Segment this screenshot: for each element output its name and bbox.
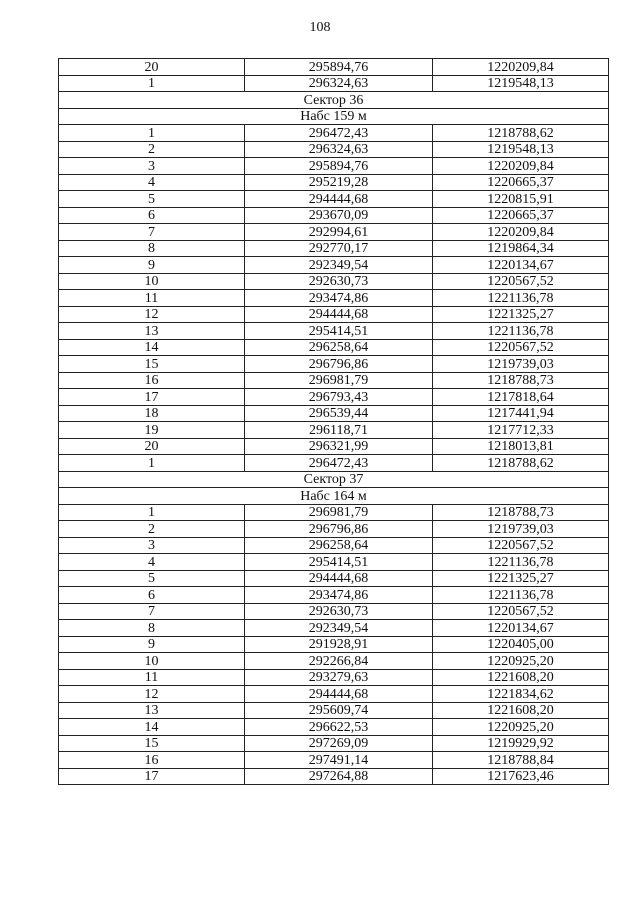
table-row xyxy=(59,158,609,175)
point-number-cell: 14 xyxy=(59,719,245,736)
y-coordinate-cell: 1219548,13 xyxy=(433,75,609,92)
point-number-cell: 9 xyxy=(59,257,245,274)
table-row xyxy=(59,174,609,191)
y-coordinate-cell: 1221136,78 xyxy=(433,290,609,307)
x-coordinate-cell: 296793,43 xyxy=(245,389,433,406)
point-number-cell: 17 xyxy=(59,768,245,785)
x-coordinate-cell: 295894,76 xyxy=(245,158,433,175)
y-coordinate-cell: 1219929,92 xyxy=(433,735,609,752)
x-coordinate-cell: 292349,54 xyxy=(245,257,433,274)
point-number-cell: 1 xyxy=(59,455,245,472)
table-row xyxy=(59,653,609,670)
table-row xyxy=(59,587,609,604)
x-coordinate-cell: 296118,71 xyxy=(245,422,433,439)
point-number-cell: 7 xyxy=(59,603,245,620)
point-number-cell: 16 xyxy=(59,372,245,389)
point-number-cell: 15 xyxy=(59,356,245,373)
coordinates-table xyxy=(58,58,609,785)
x-coordinate-cell: 293474,86 xyxy=(245,587,433,604)
y-coordinate-cell: 1220134,67 xyxy=(433,620,609,637)
x-coordinate-cell: 296321,99 xyxy=(245,438,433,455)
table-row xyxy=(59,719,609,736)
x-coordinate-cell: 294444,68 xyxy=(245,306,433,323)
point-number-cell: 11 xyxy=(59,669,245,686)
point-number-cell: 17 xyxy=(59,389,245,406)
table-row xyxy=(59,554,609,571)
y-coordinate-cell: 1220567,52 xyxy=(433,603,609,620)
x-coordinate-cell: 292770,17 xyxy=(245,240,433,257)
y-coordinate-cell: 1220209,84 xyxy=(433,224,609,241)
point-number-cell: 11 xyxy=(59,290,245,307)
section-header: Сектор 36 xyxy=(59,92,609,109)
point-number-cell: 18 xyxy=(59,405,245,422)
page-number: 108 xyxy=(309,20,331,35)
x-coordinate-cell: 294444,68 xyxy=(245,191,433,208)
table-row xyxy=(59,570,609,587)
table-row xyxy=(59,422,609,439)
point-number-cell: 9 xyxy=(59,636,245,653)
y-coordinate-cell: 1221608,20 xyxy=(433,702,609,719)
table-row xyxy=(59,752,609,769)
point-number-cell: 1 xyxy=(59,75,245,92)
point-number-cell: 14 xyxy=(59,339,245,356)
y-coordinate-cell: 1219739,03 xyxy=(433,521,609,538)
table-row xyxy=(59,224,609,241)
table-row xyxy=(59,537,609,554)
y-coordinate-cell: 1221136,78 xyxy=(433,554,609,571)
y-coordinate-cell: 1220405,00 xyxy=(433,636,609,653)
y-coordinate-cell: 1219548,13 xyxy=(433,141,609,158)
x-coordinate-cell: 297269,09 xyxy=(245,735,433,752)
table-row xyxy=(59,735,609,752)
y-coordinate-cell: 1218013,81 xyxy=(433,438,609,455)
x-coordinate-cell: 295609,74 xyxy=(245,702,433,719)
table-row xyxy=(59,768,609,785)
x-coordinate-cell: 292630,73 xyxy=(245,603,433,620)
x-coordinate-cell: 296981,79 xyxy=(245,372,433,389)
table-row xyxy=(59,438,609,455)
section-header-row xyxy=(59,471,609,488)
table-row xyxy=(59,686,609,703)
table-row xyxy=(59,521,609,538)
table-row xyxy=(59,257,609,274)
table-row xyxy=(59,603,609,620)
y-coordinate-cell: 1220665,37 xyxy=(433,207,609,224)
table-row xyxy=(59,141,609,158)
x-coordinate-cell: 296324,63 xyxy=(245,141,433,158)
table-row xyxy=(59,389,609,406)
x-coordinate-cell: 296258,64 xyxy=(245,537,433,554)
table-row xyxy=(59,59,609,76)
y-coordinate-cell: 1221325,27 xyxy=(433,306,609,323)
point-number-cell: 6 xyxy=(59,207,245,224)
table-row xyxy=(59,207,609,224)
y-coordinate-cell: 1220925,20 xyxy=(433,719,609,736)
x-coordinate-cell: 296622,53 xyxy=(245,719,433,736)
x-coordinate-cell: 296472,43 xyxy=(245,125,433,142)
x-coordinate-cell: 297491,14 xyxy=(245,752,433,769)
table-row xyxy=(59,356,609,373)
point-number-cell: 1 xyxy=(59,504,245,521)
section-header-row xyxy=(59,92,609,109)
y-coordinate-cell: 1219864,34 xyxy=(433,240,609,257)
table-row xyxy=(59,323,609,340)
x-coordinate-cell: 296258,64 xyxy=(245,339,433,356)
x-coordinate-cell: 292349,54 xyxy=(245,620,433,637)
x-coordinate-cell: 295414,51 xyxy=(245,554,433,571)
section-header-row xyxy=(59,108,609,125)
y-coordinate-cell: 1217441,94 xyxy=(433,405,609,422)
x-coordinate-cell: 295219,28 xyxy=(245,174,433,191)
point-number-cell: 13 xyxy=(59,702,245,719)
y-coordinate-cell: 1220815,91 xyxy=(433,191,609,208)
y-coordinate-cell: 1220209,84 xyxy=(433,158,609,175)
section-header: Сектор 37 xyxy=(59,471,609,488)
point-number-cell: 5 xyxy=(59,191,245,208)
point-number-cell: 4 xyxy=(59,174,245,191)
y-coordinate-cell: 1220665,37 xyxy=(433,174,609,191)
y-coordinate-cell: 1220925,20 xyxy=(433,653,609,670)
table-row xyxy=(59,504,609,521)
y-coordinate-cell: 1220209,84 xyxy=(433,59,609,76)
y-coordinate-cell: 1220567,52 xyxy=(433,273,609,290)
x-coordinate-cell: 292630,73 xyxy=(245,273,433,290)
x-coordinate-cell: 293670,09 xyxy=(245,207,433,224)
x-coordinate-cell: 295894,76 xyxy=(245,59,433,76)
y-coordinate-cell: 1219739,03 xyxy=(433,356,609,373)
point-number-cell: 16 xyxy=(59,752,245,769)
x-coordinate-cell: 296796,86 xyxy=(245,521,433,538)
y-coordinate-cell: 1218788,62 xyxy=(433,125,609,142)
x-coordinate-cell: 292994,61 xyxy=(245,224,433,241)
x-coordinate-cell: 292266,84 xyxy=(245,653,433,670)
table-row xyxy=(59,273,609,290)
point-number-cell: 2 xyxy=(59,521,245,538)
y-coordinate-cell: 1221325,27 xyxy=(433,570,609,587)
point-number-cell: 3 xyxy=(59,158,245,175)
x-coordinate-cell: 296472,43 xyxy=(245,455,433,472)
y-coordinate-cell: 1218788,73 xyxy=(433,504,609,521)
y-coordinate-cell: 1218788,73 xyxy=(433,372,609,389)
y-coordinate-cell: 1221608,20 xyxy=(433,669,609,686)
x-coordinate-cell: 297264,88 xyxy=(245,768,433,785)
point-number-cell: 19 xyxy=(59,422,245,439)
table-row xyxy=(59,620,609,637)
x-coordinate-cell: 294444,68 xyxy=(245,686,433,703)
table-row xyxy=(59,290,609,307)
y-coordinate-cell: 1220567,52 xyxy=(433,537,609,554)
point-number-cell: 20 xyxy=(59,438,245,455)
x-coordinate-cell: 296981,79 xyxy=(245,504,433,521)
x-coordinate-cell: 293279,63 xyxy=(245,669,433,686)
point-number-cell: 6 xyxy=(59,587,245,604)
table-row xyxy=(59,306,609,323)
table-row xyxy=(59,669,609,686)
x-coordinate-cell: 294444,68 xyxy=(245,570,433,587)
x-coordinate-cell: 293474,86 xyxy=(245,290,433,307)
y-coordinate-cell: 1221834,62 xyxy=(433,686,609,703)
x-coordinate-cell: 295414,51 xyxy=(245,323,433,340)
table-row xyxy=(59,372,609,389)
y-coordinate-cell: 1217623,46 xyxy=(433,768,609,785)
table-row xyxy=(59,339,609,356)
point-number-cell: 12 xyxy=(59,306,245,323)
y-coordinate-cell: 1218788,62 xyxy=(433,455,609,472)
x-coordinate-cell: 296324,63 xyxy=(245,75,433,92)
point-number-cell: 7 xyxy=(59,224,245,241)
point-number-cell: 3 xyxy=(59,537,245,554)
point-number-cell: 10 xyxy=(59,273,245,290)
point-number-cell: 5 xyxy=(59,570,245,587)
coordinates-table-body xyxy=(59,59,609,785)
table-row xyxy=(59,636,609,653)
table-row xyxy=(59,240,609,257)
y-coordinate-cell: 1220134,67 xyxy=(433,257,609,274)
point-number-cell: 2 xyxy=(59,141,245,158)
section-header-row xyxy=(59,488,609,505)
table-row xyxy=(59,191,609,208)
x-coordinate-cell: 296796,86 xyxy=(245,356,433,373)
point-number-cell: 20 xyxy=(59,59,245,76)
point-number-cell: 8 xyxy=(59,620,245,637)
y-coordinate-cell: 1221136,78 xyxy=(433,323,609,340)
x-coordinate-cell: 291928,91 xyxy=(245,636,433,653)
table-row xyxy=(59,125,609,142)
point-number-cell: 13 xyxy=(59,323,245,340)
table-row xyxy=(59,455,609,472)
point-number-cell: 10 xyxy=(59,653,245,670)
y-coordinate-cell: 1220567,52 xyxy=(433,339,609,356)
table-row xyxy=(59,75,609,92)
y-coordinate-cell: 1217712,33 xyxy=(433,422,609,439)
y-coordinate-cell: 1217818,64 xyxy=(433,389,609,406)
x-coordinate-cell: 296539,44 xyxy=(245,405,433,422)
y-coordinate-cell: 1218788,84 xyxy=(433,752,609,769)
point-number-cell: 12 xyxy=(59,686,245,703)
point-number-cell: 8 xyxy=(59,240,245,257)
y-coordinate-cell: 1221136,78 xyxy=(433,587,609,604)
point-number-cell: 1 xyxy=(59,125,245,142)
section-header: Набс 159 м xyxy=(59,108,609,125)
table-row xyxy=(59,405,609,422)
table-row xyxy=(59,702,609,719)
point-number-cell: 15 xyxy=(59,735,245,752)
point-number-cell: 4 xyxy=(59,554,245,571)
section-header: Набс 164 м xyxy=(59,488,609,505)
